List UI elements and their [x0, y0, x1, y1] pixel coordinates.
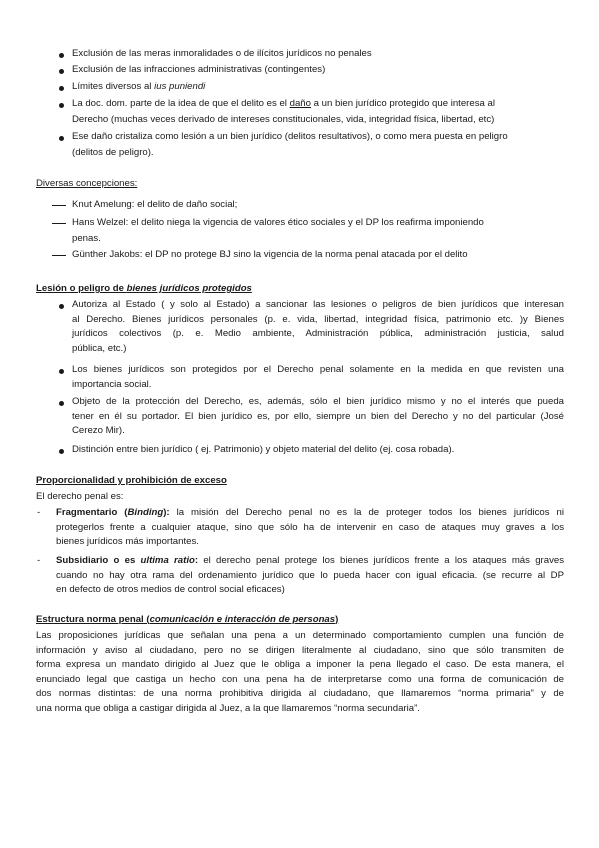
bullet-icon [59, 369, 64, 374]
list-item: Hans Welzel: el delito niega la vigencia de valores ético sociales y el DP los reafirma imponiendo [72, 217, 484, 228]
bullet-text: (delitos de peligro). [72, 147, 154, 158]
bullet-icon [59, 401, 64, 406]
bullet-text: La doc. dom. parte de la idea de que el delito es el daño a un bien jurídico protegido que interesa al [72, 98, 495, 109]
bullet-icon [59, 69, 64, 74]
bullet-text: Límites diversos al ius puniendi [72, 81, 206, 92]
bullet-icon [59, 53, 64, 58]
list-item: Subsidiario o es ultima ratio: el derecho penal protege los bienes jurídicos frente a los ataques más graves cuando no hay otra rama del ordenamiento jurídico que lo pueda hacer con igual eficacia. (se recurre al DP en defecto de otros medios de control social eficaces) [56, 555, 564, 596]
section-heading: Proporcionalidad y prohibición de exceso [36, 475, 227, 486]
bullet-text: Exclusión de las meras inmoralidades o de ilícitos jurídicos no penales [72, 48, 372, 59]
body-paragraph: Las proposiciones jurídicas que señalan una pena a un determinado comportamiento cumplen una función de información y aviso al ciudadano, pero no se dirigen literalmente al ciudadano, sino que sólo transmiten de forma expresa un mandato dirigido al Juez que le obliga a imponer la pena llegado el caso. De esta manera, el enunciado legal que castiga un hecho con una pena ha de interpretarse como una forma de comunicación de dos normas distintas: de una norma prohibitiva dirigida al ciudadano, que llamaremos “norma primaria” y de una norma que obliga a castigar dirigida al Juez, a la que llamaremos “norma secundaria”. [36, 630, 564, 714]
list-item: Distinción entre bien jurídico ( ej. Patrimonio) y objeto material del delito (ej. cosa robada). [72, 444, 455, 455]
hyphen-marker: - [37, 507, 41, 518]
dash-icon [52, 223, 66, 224]
bullet-icon [59, 136, 64, 141]
dash-icon [52, 255, 66, 256]
list-item: Los bienes jurídicos son protegidos por el Derecho penal solamente en la medida en que revisten una importancia social. [72, 364, 564, 390]
list-item: Knut Amelung: el delito de daño social; [72, 199, 238, 210]
list-item: Objeto de la protección del Derecho, es, además, sólo el bien jurídico mismo y no el interés que pueda tener en él su portador. El bien jurídico es, por ello, siempre un bien del Derecho y no del particular (José Cerezo Mir). [72, 396, 564, 437]
list-item: penas. [72, 233, 101, 244]
bullet-icon [59, 86, 64, 91]
bullet-icon [59, 304, 64, 309]
list-item: Autoriza al Estado ( y solo al Estado) a sancionar las lesiones o peligros de bien jurídicos que interesan al Derecho. Bienes jurídicos personales (p. e. vida, libertad, integridad física, patrimonio etc. )y Bienes jurídicos colectivos (p. e. Medio ambiente, Administración pública, administración justicia, salud pública, etc.) [72, 299, 564, 354]
hyphen-marker: - [37, 555, 41, 566]
bullet-text: Derecho (muchas veces derivado de intereses constitucionales, vida, integridad física, libertad, etc) [72, 114, 495, 125]
bullet-text: Ese daño cristaliza como lesión a un bien jurídico (delitos resultativos), o como mera puesta en peligro [72, 131, 508, 142]
list-item: Günther Jakobs: el DP no protege BJ sino la vigencia de la norma penal atacada por el delito [72, 249, 468, 260]
section-heading: Diversas concepciones: [36, 178, 138, 189]
section-heading: Lesión o peligro de bienes jurídicos protegidos [36, 283, 252, 294]
bullet-icon [59, 449, 64, 454]
section-heading: Estructura norma penal (comunicación e interacción de personas) [36, 614, 339, 625]
bullet-icon [59, 103, 64, 108]
dash-icon [52, 205, 66, 206]
list-item: Fragmentario (Binding): la misión del Derecho penal no es la de proteger todos los bienes jurídicos ni protegerlos frente a cualquier ataque, sino que sólo ha de intervenir en caso de ataques muy graves a los bienes jurídicos más importantes. [56, 507, 564, 548]
section-lead: El derecho penal es: [36, 491, 124, 502]
bullet-text: Exclusión de las infracciones administrativas (contingentes) [72, 64, 326, 75]
